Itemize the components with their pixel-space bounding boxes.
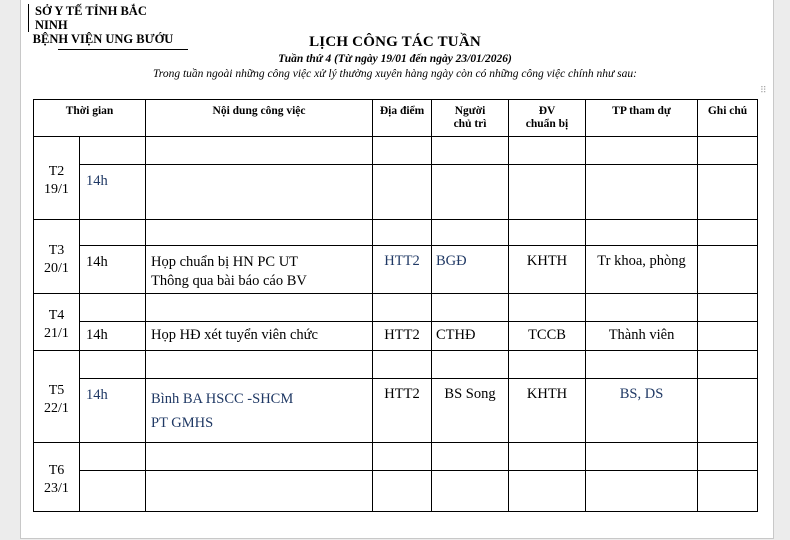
col-header-note: Ghi chú — [698, 100, 758, 137]
col-header-host: Người chủ trì — [432, 100, 509, 137]
host-cell[interactable]: BGĐ — [432, 246, 509, 294]
location-cell[interactable]: HTT2 — [373, 379, 432, 443]
host-cell[interactable]: CTHĐ — [432, 322, 509, 351]
day-cell: T4 21/1 — [34, 294, 80, 351]
participants-cell[interactable]: BS, DS — [586, 379, 698, 443]
intro-text: Trong tuần ngoài những công việc xử lý thường xuyên hàng ngày còn có những công việc chính như sau: — [153, 68, 637, 80]
table-move-handle-icon[interactable]: ⠿ — [760, 86, 766, 96]
host-cell[interactable] — [432, 471, 509, 512]
content-cell[interactable] — [146, 165, 373, 220]
table-row — [34, 165, 758, 220]
time-cell[interactable] — [80, 471, 146, 512]
week-subtitle: Tuần thứ 4 (Từ ngày 19/01 đến ngày 23/01/2026) — [278, 53, 512, 65]
day-cell: T3 20/1 — [34, 220, 80, 294]
col-header-time: Thời gian — [34, 100, 146, 137]
schedule-table — [33, 99, 758, 512]
table-row — [34, 322, 758, 351]
org-line-1: SỞ Y TẾ TỈNH BẮC NINH — [28, 4, 178, 32]
time-cell[interactable]: 14h — [80, 379, 146, 443]
table-row — [34, 471, 758, 512]
col-header-participants: TP tham dự — [586, 100, 698, 137]
participants-cell[interactable]: Thành viên — [586, 322, 698, 351]
note-cell[interactable] — [698, 165, 758, 220]
location-cell[interactable] — [373, 471, 432, 512]
prep-cell[interactable]: KHTH — [509, 379, 586, 443]
participants-cell[interactable] — [586, 471, 698, 512]
day-cell: T6 23/1 — [34, 443, 80, 512]
table-row — [34, 137, 758, 165]
location-cell[interactable]: HTT2 — [373, 322, 432, 351]
note-cell[interactable] — [698, 471, 758, 512]
location-cell[interactable] — [373, 165, 432, 220]
prep-cell[interactable] — [509, 165, 586, 220]
page-title: LỊCH CÔNG TÁC TUẦN — [309, 34, 481, 50]
content-cell[interactable] — [146, 471, 373, 512]
prep-cell[interactable]: TCCB — [509, 322, 586, 351]
day-cell: T2 19/1 — [34, 137, 80, 220]
content-cell[interactable]: Bình BA HSCC -SHCM PT GMHS — [146, 379, 373, 443]
day-cell: T5 22/1 — [34, 351, 80, 443]
table-row — [34, 294, 758, 322]
prep-cell[interactable]: KHTH — [509, 246, 586, 294]
note-cell[interactable] — [698, 322, 758, 351]
participants-cell[interactable] — [586, 165, 698, 220]
col-header-location: Địa điểm — [373, 100, 432, 137]
time-cell[interactable]: 14h — [80, 165, 146, 220]
col-header-prep: ĐV chuẩn bị — [509, 100, 586, 137]
table-row — [34, 246, 758, 294]
location-cell[interactable]: HTT2 — [373, 246, 432, 294]
table-row — [34, 379, 758, 443]
table-row — [34, 220, 758, 246]
time-cell[interactable]: 14h — [80, 322, 146, 351]
note-cell[interactable] — [698, 379, 758, 443]
table-header-row — [34, 100, 758, 137]
host-cell[interactable]: BS Song — [432, 379, 509, 443]
org-line-2: BỆNH VIỆN UNG BƯỚU — [32, 32, 174, 46]
table-row — [34, 443, 758, 471]
participants-cell[interactable]: Tr khoa, phòng — [586, 246, 698, 294]
prep-cell[interactable] — [509, 471, 586, 512]
content-cell[interactable]: Họp chuẩn bị HN PC UT Thông qua bài báo cáo BV — [146, 246, 373, 294]
col-header-content: Nội dung công việc — [146, 100, 373, 137]
note-cell[interactable] — [698, 246, 758, 294]
time-cell[interactable]: 14h — [80, 246, 146, 294]
host-cell[interactable] — [432, 165, 509, 220]
table-row — [34, 351, 758, 379]
content-cell[interactable]: Họp HĐ xét tuyển viên chức — [146, 322, 373, 351]
